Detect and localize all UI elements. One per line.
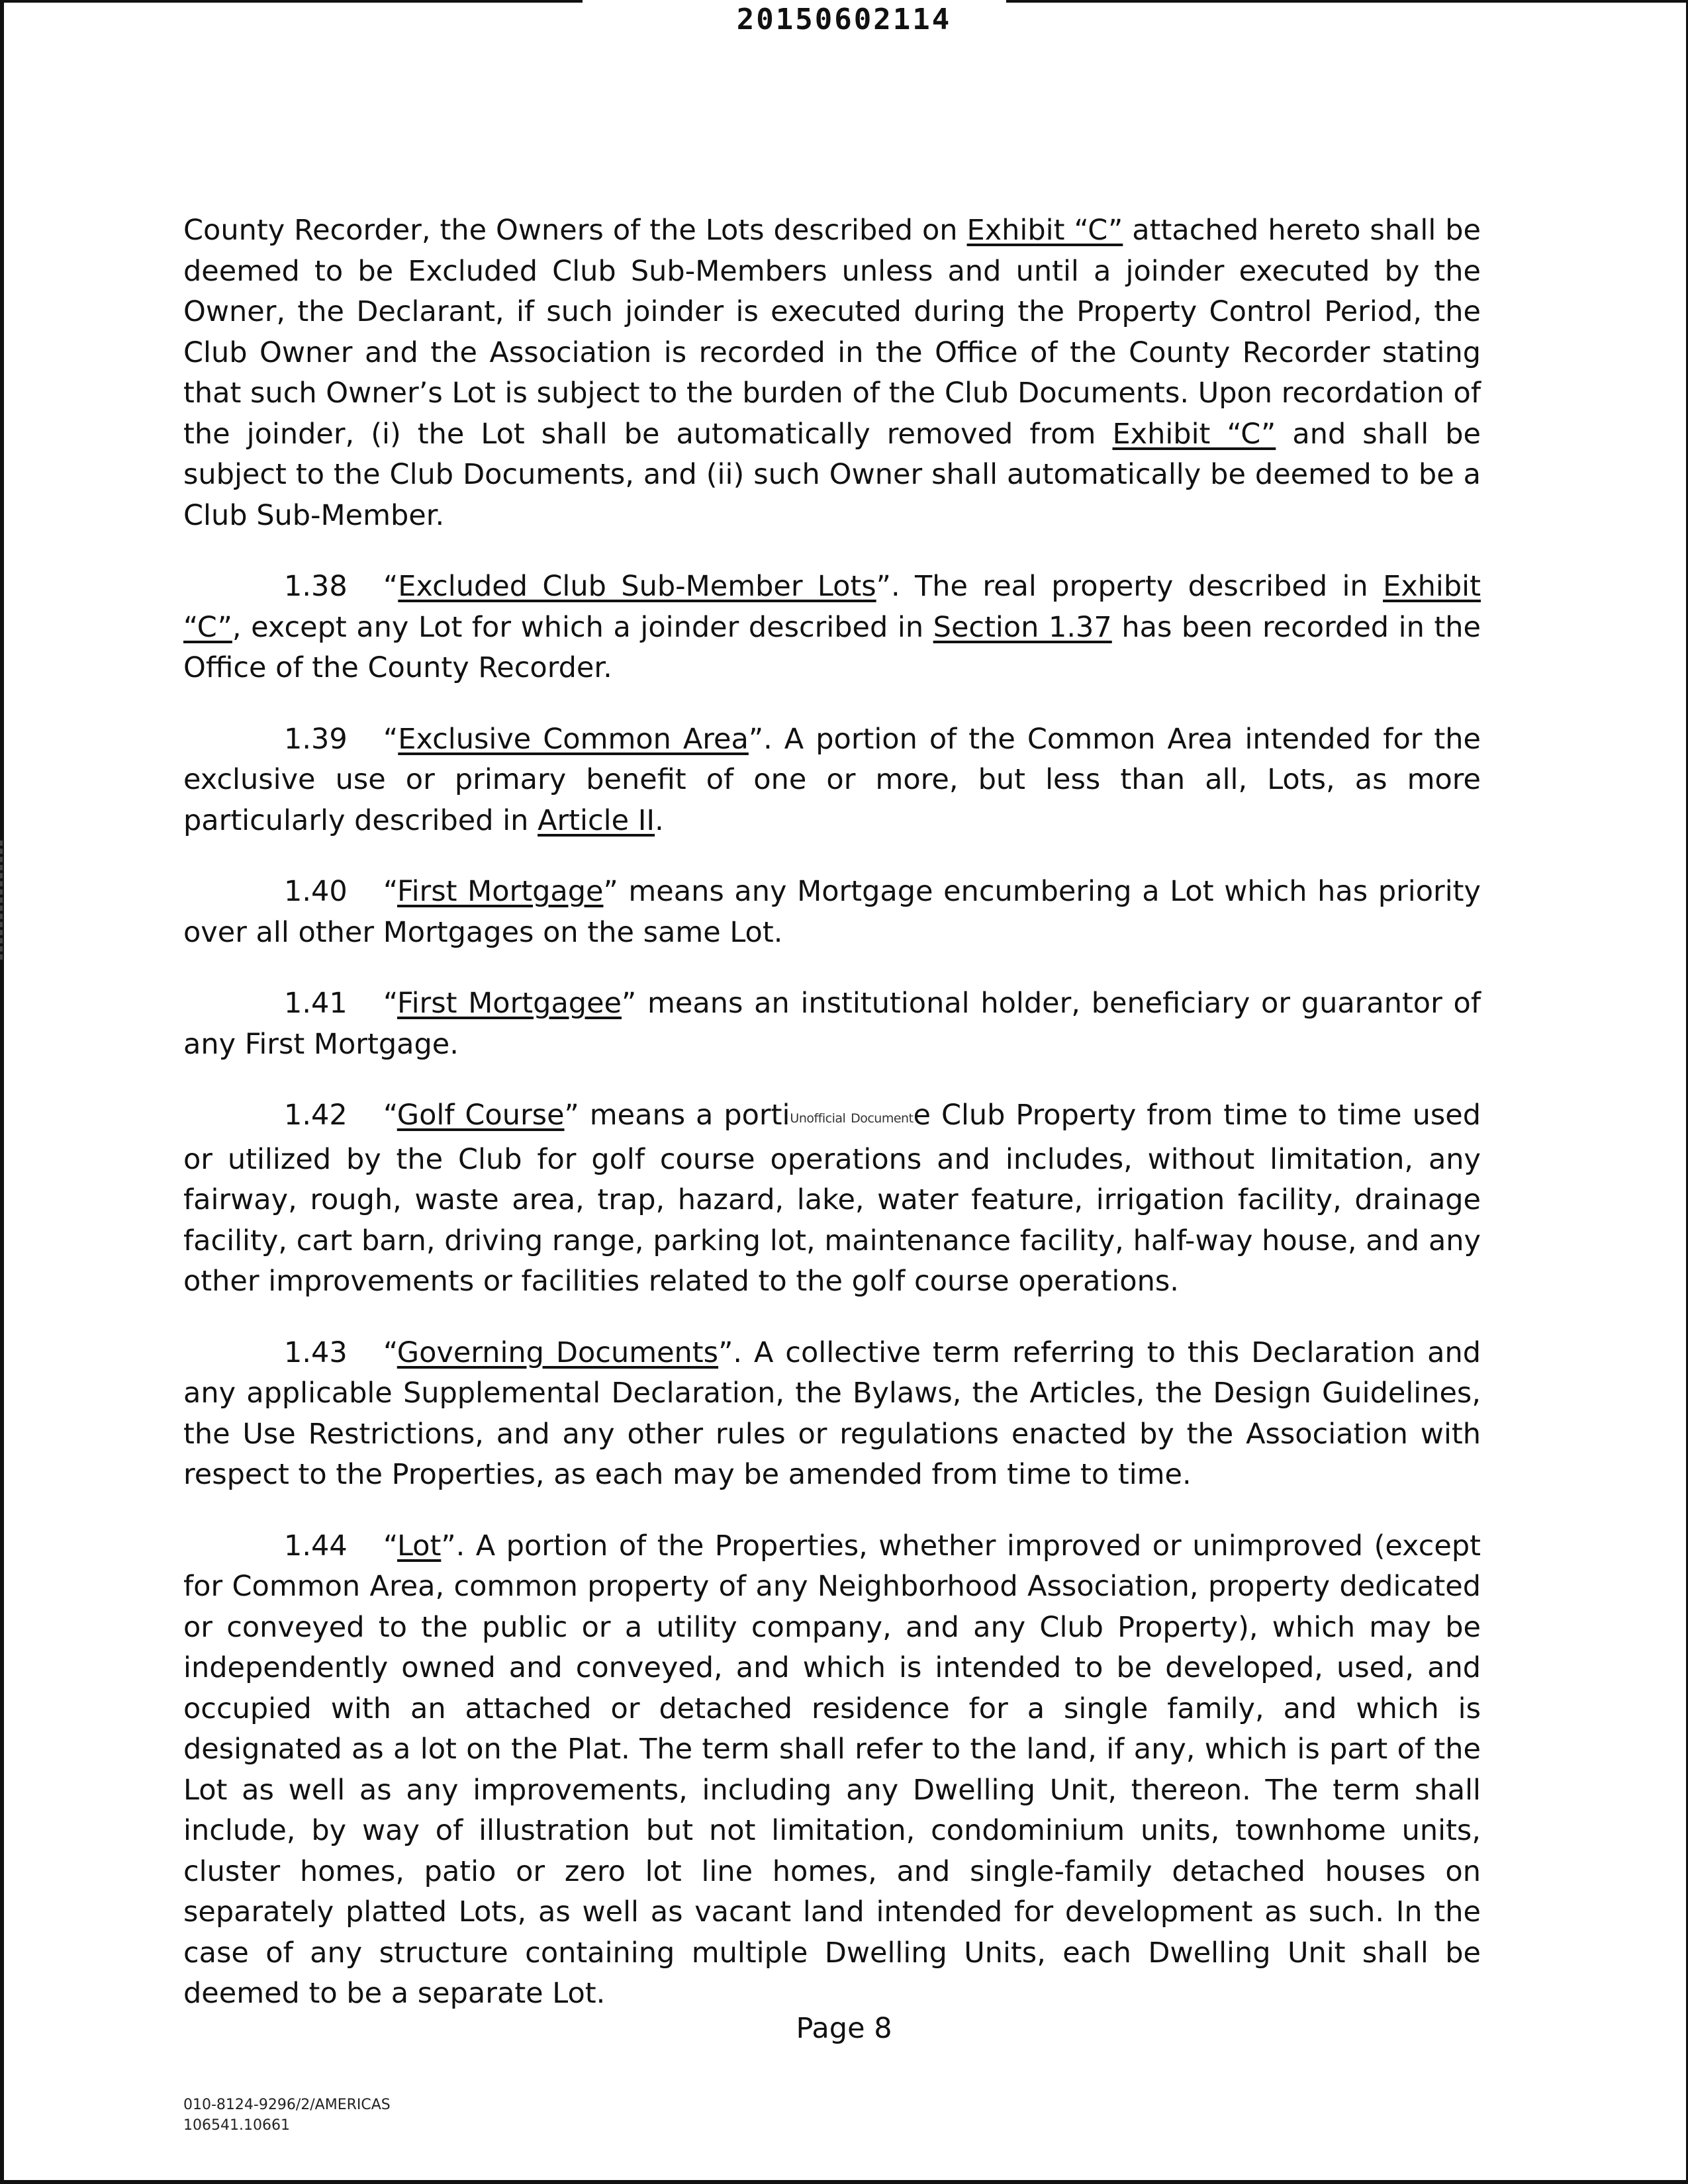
- defined-term: First Mortgage: [397, 875, 604, 908]
- section-1-39: [183, 719, 1481, 842]
- close-quote: ”.: [748, 722, 773, 756]
- section-1-38: [183, 567, 1481, 689]
- section-number: 1.44: [284, 1529, 348, 1563]
- exhibit-c-reference: Exhibit “C”: [1112, 417, 1276, 451]
- scan-mark: [0, 841, 7, 960]
- section-number: 1.38: [284, 570, 348, 603]
- document-number: 20150602114: [736, 3, 952, 36]
- text-run: , except any Lot for which a joinder described in: [232, 610, 933, 644]
- footer-document-code: [183, 2095, 391, 2136]
- text-run: A collective term referring to this Declaration and any applicable Supplemental Declaration, the Bylaws, the Articles, the Design Guidelines, the Use Restrictions, and any other rules or regulations enacted by the Association with respect to the Properties, as each may be amended from time to time.: [183, 1336, 1481, 1491]
- open-quote: “: [383, 1099, 397, 1132]
- paragraph-continuation: [183, 210, 1481, 536]
- open-quote: “: [383, 875, 397, 908]
- open-quote: “: [383, 570, 399, 603]
- document-body: [183, 210, 1481, 2045]
- text-run: means any Mortgage encumbering a Lot which has priority over all other Mortgages on the same Lot.: [183, 875, 1481, 949]
- defined-term: Excluded Club Sub-Member Lots: [398, 570, 876, 603]
- close-quote: ”.: [718, 1336, 743, 1369]
- close-quote: ”: [564, 1099, 579, 1132]
- text-run: A portion of the Common Area intended for the exclusive use or primary benefit of one or more, but less than all, Lots, as more particularly described in: [183, 722, 1481, 837]
- page-number: Page 8: [796, 2012, 892, 2045]
- text-run: attached hereto shall be deemed to be Excluded Club Sub-Members unless and until a joinder executed by the Owner, the Declarant, if such joinder is executed during the Property Control Period, the Club Owner and the Association is recorded in the Office of the County Recorder stating that such Owner’s Lot is subject to the burden of the Club Documents. Upon recordation of the joinder, (i) the Lot shall be automatically removed from: [183, 214, 1481, 451]
- defined-term: Governing Documents: [397, 1336, 719, 1369]
- text-run: The real property described in: [900, 570, 1383, 603]
- defined-term: First Mortgagee: [397, 987, 622, 1020]
- text-run: e Club Property from time to time used or utilized by the Club for golf course operations and includes, without limitation, any fairway, rough, waste area, trap, hazard, lake, water feature, irrigation facility, drainage facility, cart barn, driving range, parking lot, maintenance facility, half-way house, and any other improvements or facilities related to the golf course operations.: [183, 1099, 1481, 1298]
- close-quote: ”: [622, 987, 637, 1020]
- section-number: 1.41: [284, 987, 348, 1020]
- exhibit-c-reference: Exhibit “C”: [966, 214, 1123, 247]
- section-1-44: [183, 1526, 1481, 2015]
- open-quote: “: [383, 1336, 397, 1369]
- footer-code-line: 106541.10661: [183, 2117, 290, 2134]
- section-1-41: [183, 983, 1481, 1065]
- text-run: .: [655, 803, 664, 837]
- open-quote: “: [383, 722, 399, 756]
- section-number: 1.43: [284, 1336, 348, 1369]
- defined-term: Exclusive Common Area: [398, 722, 749, 756]
- open-quote: “: [383, 1529, 397, 1563]
- text-run: County Recorder, the Owners of the Lots described on: [183, 214, 967, 247]
- section-number: 1.39: [284, 722, 348, 756]
- text-run: means a porti: [579, 1099, 790, 1132]
- unofficial-document-watermark: Unofficial Document: [790, 1111, 914, 1126]
- text-run: means an institutional holder, beneficiary or guarantor of any First Mortgage.: [183, 987, 1481, 1061]
- section-1-40: [183, 872, 1481, 953]
- defined-term: Golf Course: [397, 1099, 565, 1132]
- section-1-43: [183, 1333, 1481, 1496]
- section-reference: Section 1.37: [933, 610, 1112, 644]
- text-run: has been recorded in the Office of the County Recorder.: [183, 610, 1481, 684]
- open-quote: “: [383, 987, 397, 1020]
- close-quote: ”: [603, 875, 618, 908]
- close-quote: ”.: [441, 1529, 465, 1563]
- text-run: A portion of the Properties, whether improved or unimproved (except for Common Area, common property of any Neighborhood Association, property dedicated or conveyed to the public or a utility company, and any Club Property), which may be independently owned and conveyed, and which is intended to be developed, used, and occupied with an attached or detached residence for a single family, and which is designated as a lot on the Plat. The term shall refer to the land, if any, which is part of the Lot as well as any improvements, including any Dwelling Unit, thereon. The term shall include, by way of illustration but not limitation, condominium units, townhome units, cluster homes, patio or zero lot line homes, and single-family detached houses on separately platted Lots, as well as vacant land intended for development as such. In the case of any structure containing multiple Dwelling Units, each Dwelling Unit shall be deemed to be a separate Lot.: [183, 1529, 1481, 2010]
- section-number: 1.42: [284, 1099, 348, 1132]
- footer-code-line: 010-8124-9296/2/AMERICAS: [183, 2097, 391, 2113]
- text-run: and shall be subject to the Club Documents, and (ii) such Owner shall automatically be deemed to be a Club Sub-Member.: [183, 417, 1481, 532]
- section-1-42: [183, 1095, 1481, 1302]
- defined-term: Lot: [397, 1529, 442, 1563]
- close-quote: ”.: [876, 570, 900, 603]
- exhibit-c-reference: Exhibit “C”: [183, 570, 1481, 644]
- section-number: 1.40: [284, 875, 348, 908]
- article-reference: Article II: [538, 803, 655, 837]
